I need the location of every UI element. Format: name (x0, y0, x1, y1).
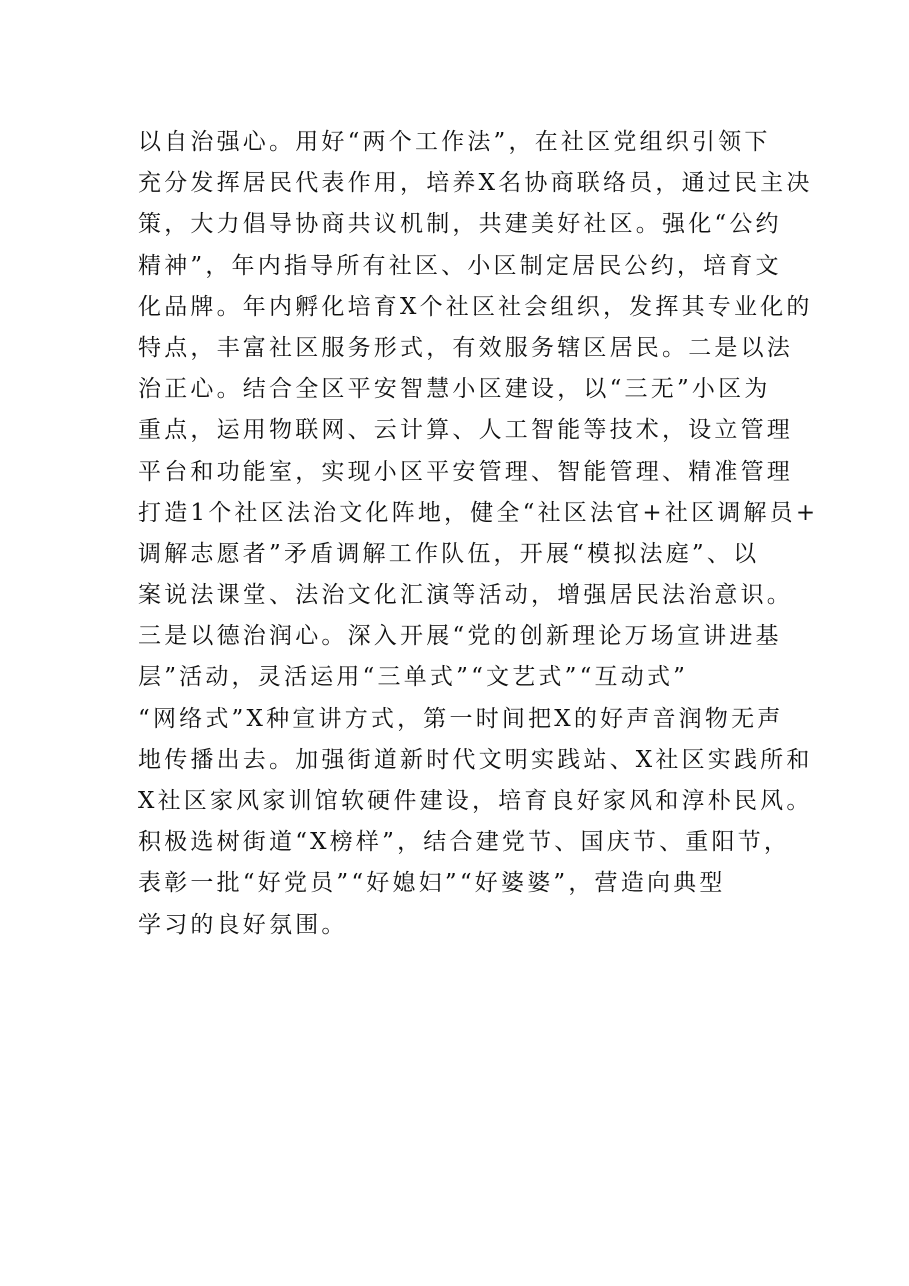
text-line-6: 特点，丰富社区服务形式，有效服务辖区居民。二是以法 (138, 334, 793, 361)
text-line-7: 治正心。结合全区平安智慧小区建设，以“三无”小区为 (138, 376, 771, 403)
text-line-15: “网络式”X种宣讲方式，第一时间把X的好声音润物无声 (138, 705, 784, 732)
text-line-2: 充分发挥居民代表作用，培养X名协商联络员，通过民主决 (138, 170, 813, 197)
text-line-18: 积极选树街道“X榜样”，结合建党节、国庆节、重阳节， (138, 829, 791, 856)
text-line-19: 表彰一批“好党员”“好媳妇”“好婆婆”，营造向典型 (138, 870, 726, 897)
text-line-11: 调解志愿者”矛盾调解工作队伍，开展“模拟法庭”、以 (138, 540, 760, 567)
text-line-17: X社区家风家训馆软硬件建设，培育良好家风和淳朴民风。 (138, 788, 813, 814)
text-line-3: 策，大力倡导协商共议机制，共建美好社区。强化“公约 (138, 211, 782, 238)
text-line-14: 层”活动，灵活运用“三单式”“文艺式”“互动式” (138, 664, 689, 691)
text-line-1: 以自治强心。用好“两个工作法”，在社区党组织引领下 (138, 129, 771, 155)
text-line-16: 地传播出去。加强街道新时代文明实践站、X社区实践所和 (138, 746, 813, 773)
text-line-20: 学习的良好氛围。 (138, 911, 348, 938)
text-line-5: 化品牌。年内孵化培育X个社区社会组织，发挥其专业化的 (138, 293, 813, 320)
text-line-4: 精神”，年内指导所有社区、小区制定居民公约，培育文 (138, 252, 782, 279)
text-line-12: 案说法课堂、法治文化汇演等活动，增强居民法治意识。 (138, 582, 793, 609)
text-line-8: 重点，运用物联网、云计算、人工智能等技术，设立管理 (138, 417, 793, 444)
text-line-13: 三是以德治润心。深入开展“党的创新理论万场宣讲进基 (138, 623, 782, 650)
text-line-9: 平台和功能室，实现小区平安管理、智能管理、精准管理 (138, 458, 793, 485)
body-paragraph (138, 122, 819, 946)
text-line-10: 打造1个社区法治文化阵地，健全“社区法官+社区调解员+ (138, 499, 819, 526)
